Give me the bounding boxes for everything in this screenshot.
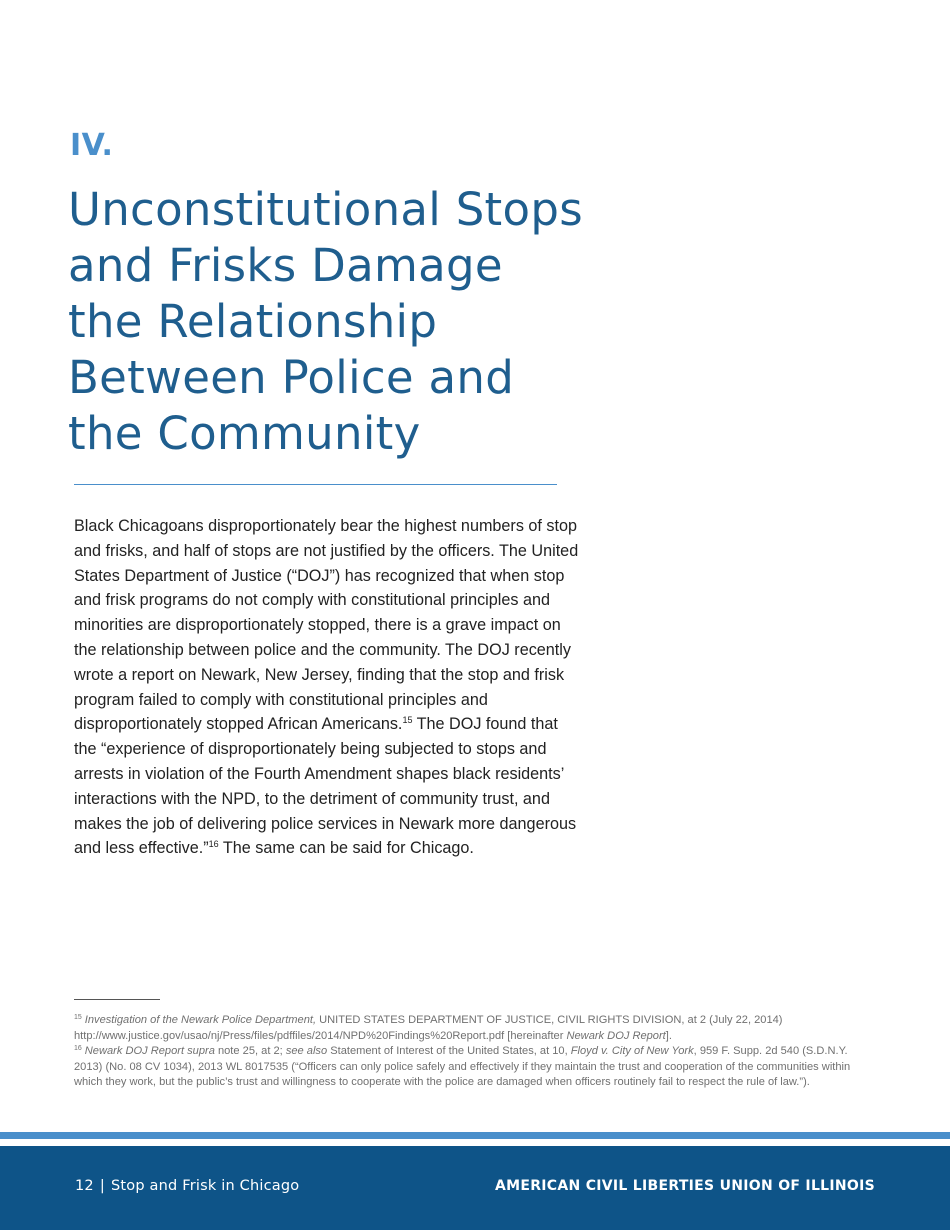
section-number: IV.: [70, 128, 114, 163]
footnote-reference: 15: [402, 715, 413, 726]
footnote: [74, 1013, 874, 1044]
footnote-divider: [74, 999, 160, 1000]
title-line: Unconstitutional Stops: [68, 183, 583, 236]
footnote-number: 15: [74, 1014, 82, 1021]
body-text-segment: The same can be said for Chicago.: [218, 839, 474, 858]
footnotes: [74, 1013, 874, 1091]
footnote-number: 16: [74, 1045, 82, 1053]
footnote-italic: Floyd v. City of New York: [570, 1045, 694, 1058]
footnote-italic: see also: [285, 1045, 328, 1058]
page-title: [68, 182, 588, 462]
body-paragraph: [74, 514, 584, 861]
footnote-italic: Investigation of the Newark Police Department,: [84, 1014, 317, 1026]
footnote-italic: Newark DOJ Report supra: [84, 1045, 215, 1058]
title-line: the Community: [68, 407, 421, 460]
footer-accent-stripe: [0, 1132, 950, 1139]
body-text-segment: The DOJ found that the “experience of disproportionately being subjected to stops and arrests in violation of the Fourth Amendment shapes black residents’ interactions with the NPD, to the detriment of community trust, and makes the job of delivering police services in Newark more dangerous and less effective.”: [74, 715, 577, 858]
page-footer: [0, 1146, 950, 1230]
footer-separator: |: [99, 1178, 105, 1194]
title-line: the Relationship: [68, 295, 438, 348]
title-divider: [74, 484, 557, 485]
organization-name: AMERICAN CIVIL LIBERTIES UNION OF ILLINOIS: [494, 1178, 875, 1194]
footnote-italic: Newark DOJ Report: [566, 1029, 666, 1042]
footer-running-head: [75, 1178, 299, 1194]
title-line: and Frisks Damage: [68, 239, 503, 292]
footnote-text: ].: [665, 1029, 672, 1042]
title-line: Between Police and: [68, 351, 515, 404]
footnote: [74, 1044, 874, 1091]
footnote-text: note 25, at 2;: [214, 1045, 286, 1058]
footnote-text: , 959 F. Supp. 2d 540 (S.D.N.Y. 2013) (No. 08 CV 1034), 2013 WL 8017535 (“Officers can only police safely and effectively if they maintain the trust and cooperation of the communities within which they work, but the public’s trust and willingness to cooperate with the police are damaged when officers routinely fail to respect the rule of law.”).: [74, 1045, 851, 1089]
body-text-segment: Black Chicagoans disproportionately bear the highest numbers of stop and frisks, and half of stops are not justified by the officers. The United States Department of Justice (“DOJ”) has recognized that when stop and frisk programs do not comply with constitutional principles and minorities are disproportionately stopped, there is a grave impact on the relationship between police and the community. The DOJ recently wrote a report on Newark, New Jersey, finding that the stop and frisk program failed to comply with constitutional principles and disproportionately stopped African Americans.: [74, 517, 579, 734]
footnote-reference: 16: [208, 839, 219, 850]
publication-title: Stop and Frisk in Chicago: [110, 1178, 300, 1194]
page-number: 12: [75, 1178, 94, 1194]
footnote-text: Statement of Interest of the United States, at 10,: [327, 1045, 571, 1058]
footnote-text: UNITED STATES DEPARTMENT OF JUSTICE, CIVIL RIGHTS DIVISION, at 2 (July 22, 2014) http://www.justice.gov/usao/nj/Press/files/pdffiles/2014/NPD%20Findings%20Report.pdf [hereinafter: [74, 1014, 783, 1042]
